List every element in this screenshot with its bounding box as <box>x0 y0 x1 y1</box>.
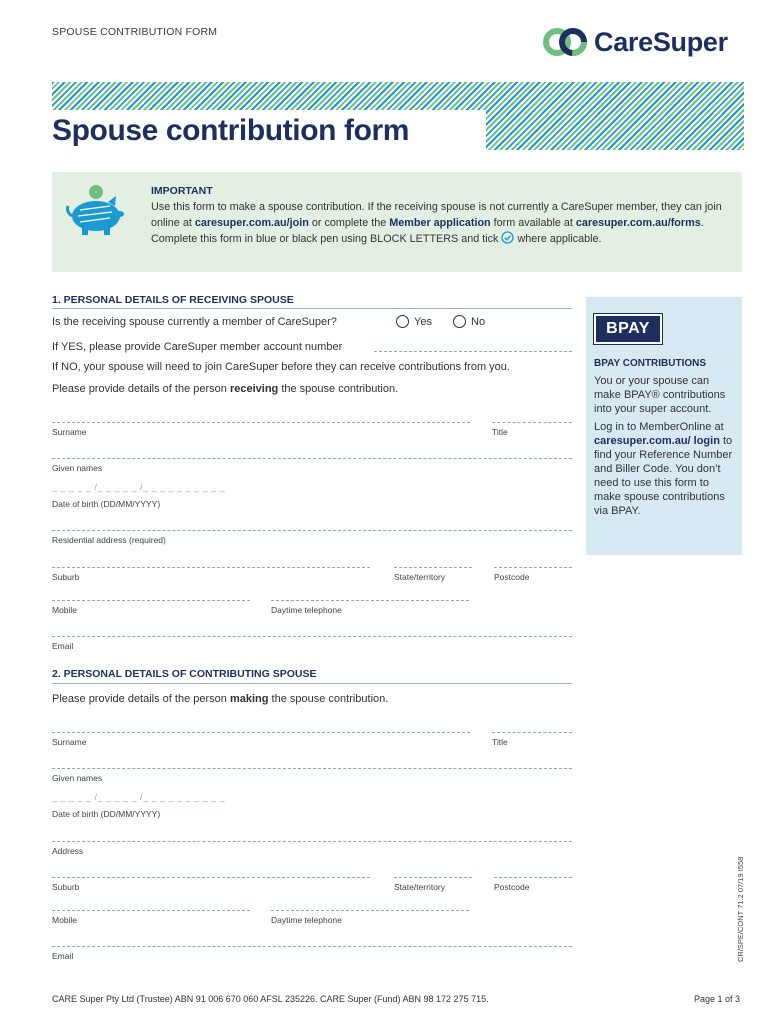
dob-label: Date of birth (DD/MM/YYYY) <box>52 809 161 819</box>
state-label: State/territory <box>394 882 446 892</box>
member-yes-label: Yes <box>414 316 432 328</box>
section1-rule <box>52 308 572 309</box>
suburb-label: Suburb <box>52 882 80 892</box>
important-text: Use this form to make a spouse contribution. If the receiving spouse is not currently a CareSuper member, they can join online at caresuper.com.au/join or complete the Member application form available at caresuper.com.au/forms. Complete this form in blue or black pen using BLOCK LETTERS and tick where applicable. <box>151 201 722 245</box>
if-no-text: If NO, your spouse will need to join CareSuper before they can receive contributions from you. <box>52 361 510 373</box>
decorative-stripes-lower <box>484 114 744 150</box>
if-yes-text: If YES, please provide CareSuper member account number <box>52 341 343 353</box>
member-yes-radio[interactable] <box>396 315 409 328</box>
important-heading: IMPORTANT <box>151 185 213 197</box>
receiving-address-field[interactable] <box>52 530 572 531</box>
address-label: Address <box>52 846 84 856</box>
receiving-mobile-field[interactable] <box>52 600 250 601</box>
piggy-bank-icon <box>58 182 138 242</box>
receiving-postcode-field[interactable] <box>494 567 572 568</box>
receiving-surname-field[interactable] <box>52 422 470 423</box>
surname-label: Surname <box>52 737 87 747</box>
given-names-label: Given names <box>52 773 103 783</box>
contributing-daytime-phone-field[interactable] <box>271 910 469 911</box>
contributing-suburb-field[interactable] <box>52 877 370 878</box>
section2-title: 2. PERSONAL DETAILS OF CONTRIBUTING SPOUSE <box>52 668 317 680</box>
title-label: Title <box>492 427 508 437</box>
bpay-heading: BPAY CONTRIBUTIONS <box>594 358 707 369</box>
email-label: Email <box>52 641 74 651</box>
postcode-label: Postcode <box>494 572 530 582</box>
contributing-instructions: Please provide details of the person making the spouse contribution. <box>52 693 389 705</box>
member-no-label: No <box>471 316 486 328</box>
mobile-label: Mobile <box>52 605 78 615</box>
contributing-surname-field[interactable] <box>52 732 470 733</box>
dob-label: Date of birth (DD/MM/YYYY) <box>52 499 161 509</box>
receiving-instructions: Please provide details of the person receiving the spouse contribution. <box>52 383 399 395</box>
memberonline-link[interactable]: caresuper.com.au/ login <box>594 435 720 447</box>
contributing-email-field[interactable] <box>52 946 572 947</box>
receiving-dob-field[interactable]: _ _ _ _ _ /_ _ _ _ _ /_ _ _ _ _ _ _ _ _ _ <box>52 482 226 492</box>
tick-icon <box>501 231 514 244</box>
daytime-phone-label: Daytime telephone <box>271 915 342 925</box>
bpay-logo: BPAY <box>594 314 662 344</box>
contributing-state-field[interactable] <box>394 877 472 878</box>
receiving-state-field[interactable] <box>394 567 472 568</box>
document-label: SPOUSE CONTRIBUTION FORM <box>52 26 218 38</box>
bpay-text: You or your spouse can make BPAY® contributions into your super account. Log in to MemberOnline at caresuper.com.au/ login to find your Reference Number and Biller Code. You don’t need to use this form to make spouse contributions via BPAY. <box>594 375 733 517</box>
brand-name: CareSuper <box>594 26 728 57</box>
suburb-label: Suburb <box>52 572 80 582</box>
forms-link[interactable]: caresuper.com.au/forms <box>575 216 701 229</box>
join-link[interactable]: caresuper.com.au/join <box>194 216 309 229</box>
caresuper-logo-icon <box>542 27 588 57</box>
receiving-title-field[interactable] <box>492 422 572 423</box>
mobile-label: Mobile <box>52 915 78 925</box>
given-names-label: Given names <box>52 463 103 473</box>
daytime-phone-label: Daytime telephone <box>271 605 342 615</box>
page-title: Spouse contribution form <box>52 114 410 147</box>
section1-title: 1. PERSONAL DETAILS OF RECEIVING SPOUSE <box>52 294 294 306</box>
member-account-number-field[interactable] <box>374 351 572 352</box>
caresuper-logo <box>542 24 742 60</box>
footer-legal: CARE Super Pty Ltd (Trustee) ABN 91 006 670 060 AFSL 235226. CARE Super (Fund) ABN 98 172 275 715. <box>52 994 489 1004</box>
receiving-suburb-field[interactable] <box>52 567 370 568</box>
contributing-dob-field[interactable]: _ _ _ _ _ /_ _ _ _ _ /_ _ _ _ _ _ _ _ _ _ <box>52 792 226 802</box>
receiving-given-names-field[interactable] <box>52 458 572 459</box>
email-label: Email <box>52 951 74 961</box>
member-no-radio[interactable] <box>453 315 466 328</box>
member-question: Is the receiving spouse currently a member of CareSuper? <box>52 316 337 328</box>
address-label: Residential address (required) <box>52 535 166 545</box>
form-code: CR/SPE/CONT 71.2 07/19 I558 <box>736 856 745 962</box>
page-number: Page 1 of 3 <box>694 994 741 1004</box>
contributing-title-field[interactable] <box>492 732 572 733</box>
contributing-postcode-field[interactable] <box>494 877 572 878</box>
contributing-given-names-field[interactable] <box>52 768 572 769</box>
receiving-daytime-phone-field[interactable] <box>271 600 469 601</box>
section2-rule <box>52 683 572 684</box>
surname-label: Surname <box>52 427 87 437</box>
receiving-email-field[interactable] <box>52 636 572 637</box>
contributing-address-field[interactable] <box>52 841 572 842</box>
postcode-label: Postcode <box>494 882 530 892</box>
state-label: State/territory <box>394 572 446 582</box>
title-label: Title <box>492 737 508 747</box>
contributing-mobile-field[interactable] <box>52 910 250 911</box>
